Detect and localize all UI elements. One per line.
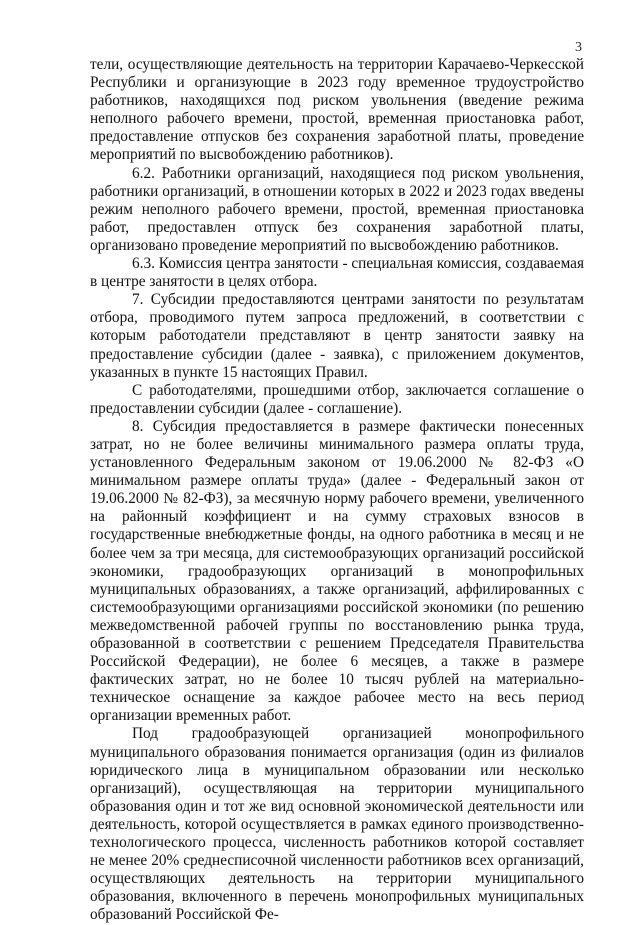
paragraph-city-forming: Под градообразующей организацией монопрофильного муниципального образования понимается организация (один из филиалов юридического лица в муниципальном образовании или несколько организаций), осуществляющая на территории муниципального образования один и тот же вид основной экономической деятельности или деятельность, которой осуществляется в рамках единого производственно-технологического процесса, численность работников которой составляет не менее 20% среднесписочной численности работников всех организаций, осуществляющих деятельность на территории муниципального образования, включенного в перечень монопрофильных муниципальных образований Российской Фе- — [90, 725, 584, 924]
paragraph-7: 7. Субсидии предоставляются центрами занятости по результатам отбора, проводимого путем запроса предложений, в соответствии с которым работодатели представляют в центр занятости заявку на предоставление субсидии (далее - заявка), с приложением документов, указанных в пункте 15 настоящих Правил. — [90, 291, 584, 381]
page-number: 3 — [575, 40, 582, 55]
paragraph-agreement: С работодателями, прошедшими отбор, заключается соглашение о предоставлении субсидии (далее - соглашение). — [90, 381, 584, 417]
document-body — [90, 56, 584, 925]
paragraph-8: 8. Субсидия предоставляется в размере фактически понесенных затрат, но не более величины минимального размера оплаты труда, установленного Федеральным законом от 19.06.2000 № 82-ФЗ «О минимальном размере оплаты труда» (далее - Федеральный закон от 19.06.2000 № 82-ФЗ), за месячную норму рабочего времени, увеличенного на районный коэффициент и на сумму страховых взносов в государственные внебюджетные фонды, на одного работника в месяц и не более чем за три месяца, для системообразующих организаций российской экономики, градообразующих организаций в монопрофильных муниципальных образованиях, а также организаций, аффилированных с системообразующими организациями российской экономики (по решению межведомственной рабочей группы по восстановлению рынка труда, образованной в соответствии с решением Председателя Правительства Российской Федерации), не более 6 месяцев, а также в размере фактических затрат, но не более 10 тысяч рублей на материально-техническое оснащение за каждое рабочее место на весь период организации временных работ. — [90, 417, 584, 725]
paragraph-6-3: 6.3. Комиссия центра занятости - специальная комиссия, создаваемая в центре занятости в целях отбора. — [90, 255, 584, 291]
paragraph-continuation: тели, осуществляющие деятельность на территории Карачаево-Черкесской Республики и организующие в 2023 году временное трудоустройство работников, находящихся под риском увольнения (введение режима неполного рабочего времени, простой, временная приостановка работ, предоставление отпусков без сохранения заработной платы, проведение мероприятий по высвобождению работников). — [90, 56, 584, 164]
paragraph-6-2: 6.2. Работники организаций, находящиеся под риском увольнения, работники организаций, в отношении которых в 2022 и 2023 годах введены режим неполного рабочего времени, простой, временная приостановка работ, предоставлен отпуск без сохранения заработной платы, организовано проведение мероприятий по высвобождению работников. — [90, 164, 584, 254]
